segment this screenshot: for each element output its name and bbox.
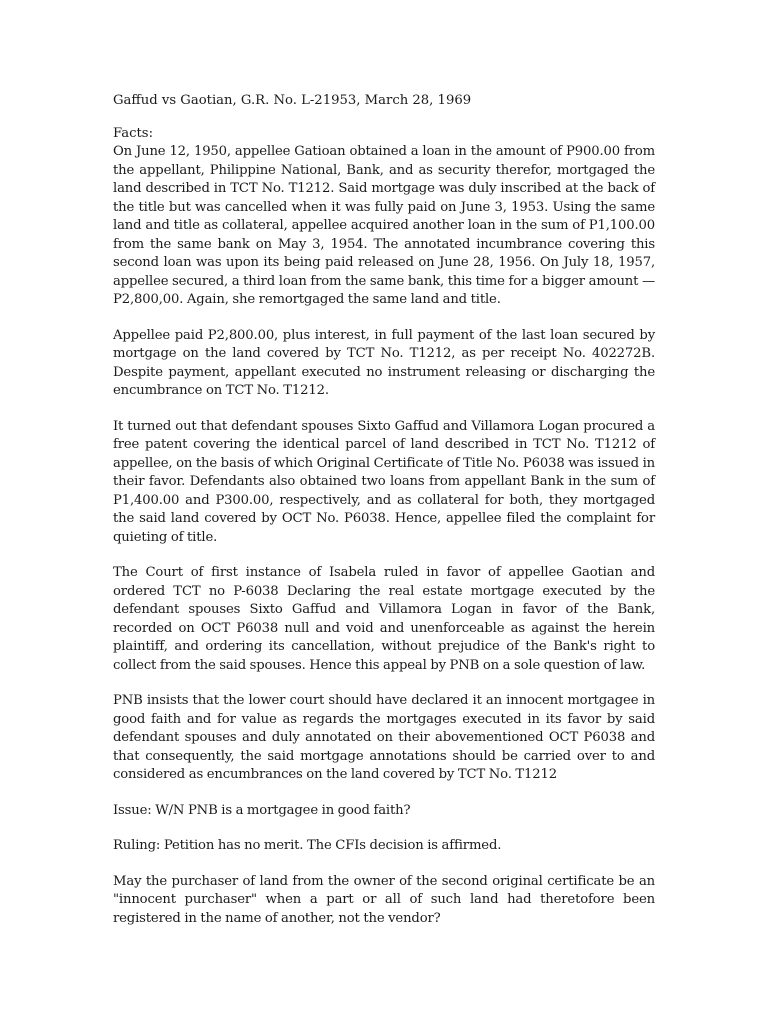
facts-paragraph-5: PNB insists that the lower court should have declared it an innocent mortgagee in good faith and for value as regards the mortgages executed in its favor by said defendant spouses and duly annotated on their abovementioned OCT P6038 and that consequently, the said mortgage annotations should be carried over to and considered as encumbrances on the land covered by TCT No. T1212	[113, 693, 655, 782]
document-page	[113, 92, 655, 945]
ruling-paragraph: Ruling: Petition has no merit. The CFIs decision is affirmed.	[113, 838, 502, 853]
facts-heading: Facts:	[113, 125, 154, 141]
facts-paragraph-3: It turned out that defendant spouses Sixto Gaffud and Villamora Logan procured a free patent covering the identical parcel of land described in TCT No. T1212 of appellee, on the basis of which Original Certificate of Title No. P6038 was issued in their favor. Defendants also obtained two loans from appellant Bank in the sum of P1,400.00 and P300.00, respectively, and as collateral for both, they mortgaged the said land covered by OCT No. P6038. Hence, appellee filed the complaint for quieting of title.	[113, 418, 655, 545]
facts-paragraph-1: On June 12, 1950, appellee Gatioan obtained a loan in the amount of P900.00 from the appellant, Philippine National, Bank, and as security therefor, mortgaged the land described in TCT No. T1212. Said mortgage was duly inscribed at the back of the title but was cancelled when it was fully paid on June 3, 1953. Using the same land and title as collateral, appellee acquired another loan in the sum of P1,100.00 from the same bank on May 3, 1954. The annotated incumbrance covering this second loan was upon its being paid released on June 28, 1956. On July 18, 1957, appellee secured, a third loan from the same bank, this time for a bigger amount — P2,800,00. Again, she remortgaged the same land and title.	[113, 144, 655, 307]
facts-paragraph-2: Appellee paid P2,800.00, plus interest, in full payment of the last loan secured by mortgage on the land covered by TCT No. T1212, as per receipt No. 402272B. Despite payment, appellant executed no instrument releasing or discharging the encumbrance on TCT No. T1212.	[113, 327, 655, 398]
facts-paragraph-4: The Court of first instance of Isabela ruled in favor of appellee Gaotian and ordered TCT no P-6038 Declaring the real estate mortgage executed by the defendant spouses Sixto Gaffud and Villamora Logan in favor of the Bank, recorded on OCT P6038 null and void and unenforceable as against the herein plaintiff, and ordering its cancellation, without prejudice of the Bank's right to collect from the said spouses. Hence this appeal by PNB on a sole question of law.	[113, 565, 655, 673]
document-title: Gaffud vs Gaotian, G.R. No. L-21953, March 28, 1969	[113, 93, 472, 108]
issue-paragraph: Issue: W/N PNB is a mortgagee in good faith?	[113, 802, 411, 818]
question-paragraph: May the purchaser of land from the owner of the second original certificate be an "innocent purchaser" when a part or all of such land had theretofore been registered in the name of another, not the vendor?	[113, 873, 655, 926]
